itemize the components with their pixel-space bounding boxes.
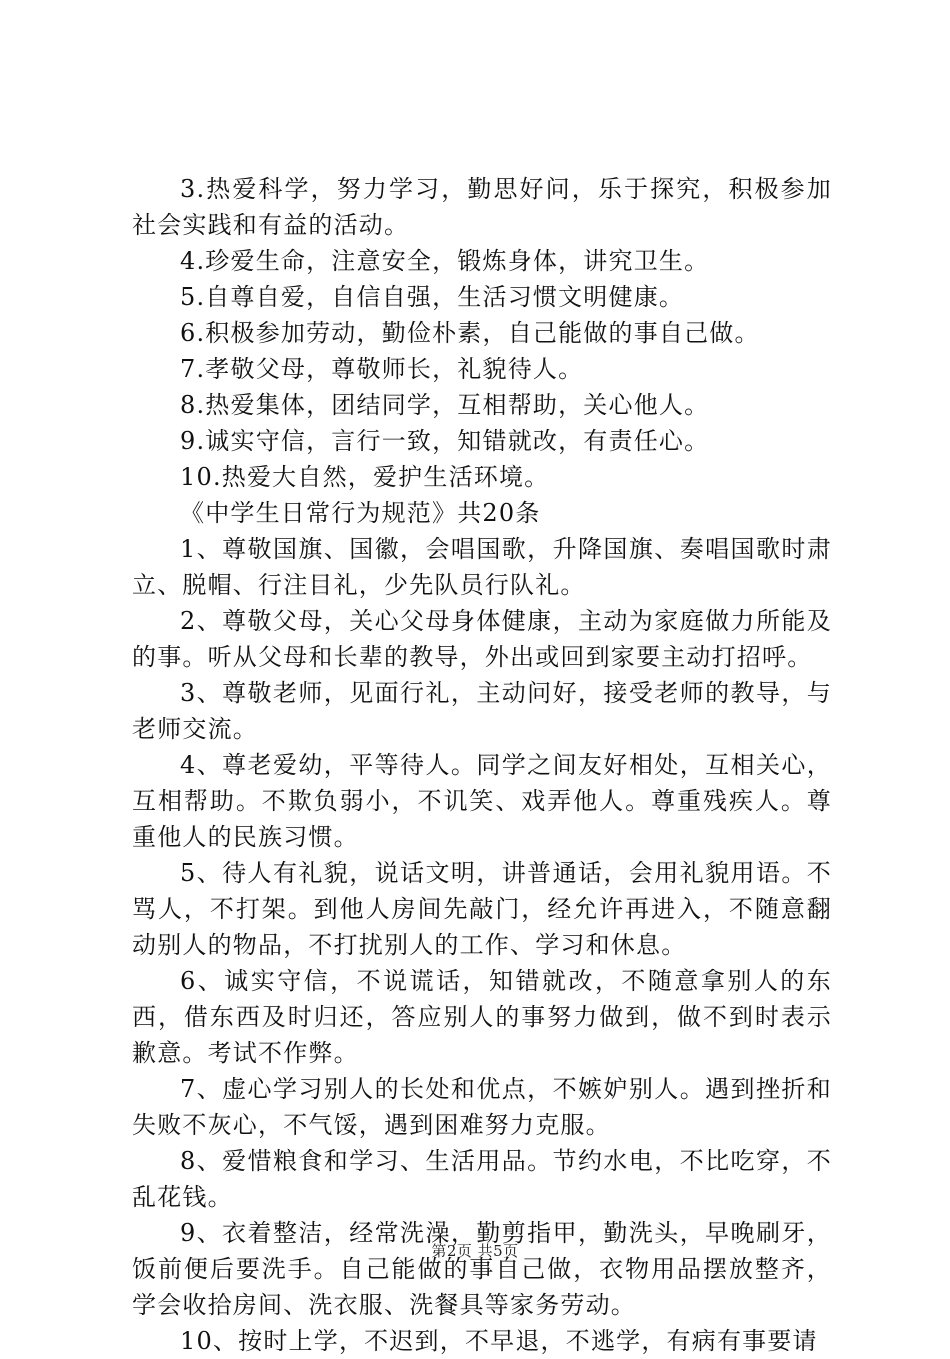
- document-body: [132, 171, 832, 1359]
- paragraph: 7、虚心学习别人的长处和优点，不嫉妒别人。遇到挫折和失败不灰心，不气馁，遇到困难努力克服。: [132, 1075, 832, 1139]
- paragraph: 4、尊老爱幼，平等待人。同学之间友好相处，互相关心，互相帮助。不欺负弱小，不讥笑、戏弄他人。尊重残疾人。尊重他人的民族习惯。: [132, 751, 832, 851]
- paragraph: 3.热爱科学，努力学习，勤思好问，乐于探究，积极参加社会实践和有益的活动。: [132, 175, 832, 239]
- paragraph: 8、爱惜粮食和学习、生活用品。节约水电，不比吃穿，不乱花钱。: [132, 1147, 832, 1211]
- paragraph: 7.孝敬父母，尊敬师长，礼貌待人。: [180, 355, 584, 383]
- page-number-footer: 第2页 共5页: [431, 1242, 519, 1260]
- paragraph: 9、衣着整洁，经常洗澡，勤剪指甲，勤洗头，早晚刷牙，饭前便后要洗手。自己能做的事自己做，衣物用品摆放整齐，学会收拾房间、洗衣服、洗餐具等家务劳动。: [132, 1219, 832, 1319]
- paragraph: 4.珍爱生命，注意安全，锻炼身体，讲究卫生。: [180, 247, 710, 275]
- paragraph: 5、待人有礼貌，说话文明，讲普通话，会用礼貌用语。不骂人，不打架。到他人房间先敲门，经允许再进入，不随意翻动别人的物品，不打扰别人的工作、学习和休息。: [132, 859, 832, 959]
- section-heading: 《中学生日常行为规范》共20条: [180, 499, 541, 527]
- paragraph: 9.诚实守信，言行一致，知错就改，有责任心。: [180, 427, 710, 455]
- paragraph: 3、尊敬老师，见面行礼，主动问好，接受老师的教导，与老师交流。: [132, 679, 832, 743]
- paragraph: 10、按时上学，不迟到，不早退，不逃学，有病有事要请: [180, 1327, 818, 1355]
- paragraph: 6.积极参加劳动，勤俭朴素，自己能做的事自己做。: [180, 319, 760, 347]
- paragraph: 2、尊敬父母，关心父母身体健康，主动为家庭做力所能及的事。听从父母和长辈的教导，外出或回到家要主动打招呼。: [132, 607, 832, 671]
- paragraph: 8.热爱集体，团结同学，互相帮助，关心他人。: [180, 391, 710, 419]
- paragraph: 6、诚实守信，不说谎话，知错就改，不随意拿别人的东西，借东西及时归还，答应别人的事努力做到，做不到时表示歉意。考试不作弊。: [132, 967, 832, 1067]
- paragraph: 5.自尊自爱，自信自强，生活习惯文明健康。: [180, 283, 685, 311]
- paragraph: 1、尊敬国旗、国徽，会唱国歌，升降国旗、奏唱国歌时肃立、脱帽、行注目礼，少先队员行队礼。: [132, 535, 832, 599]
- paragraph: 10.热爱大自然，爱护生活环境。: [180, 463, 550, 491]
